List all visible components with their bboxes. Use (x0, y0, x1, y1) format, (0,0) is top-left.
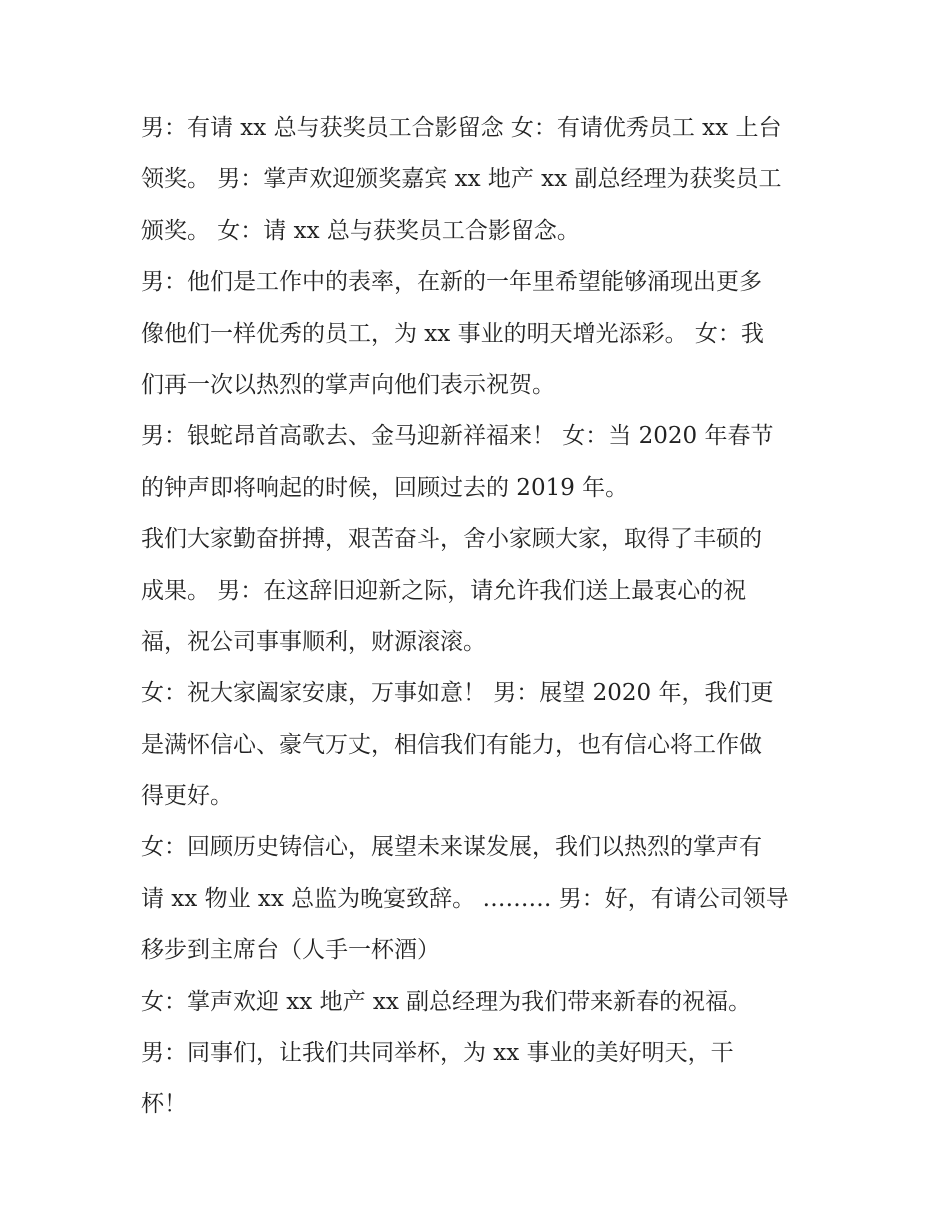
text-line: 们再一次以热烈的掌声向他们表示祝贺。 (141, 371, 555, 398)
text-line: 的钟声即将响起的时候，回顾过去的 2019 年。 (141, 474, 629, 501)
text-line: 我们大家勤奋拼搏，艰苦奋斗，舍小家顾大家，取得了丰硕的 (141, 526, 762, 553)
document-body (141, 103, 821, 1131)
text-line: 福，祝公司事事顺利，财源滚滚。 (141, 628, 486, 655)
text-line: 男：有请 xx 总与获奖员工合影留念 女：有请优秀员工 xx 上台 (141, 115, 782, 141)
text-line: 成果。 男：在这辞旧迎新之际，请允许我们送上最衷心的祝 (141, 577, 747, 604)
text-line: 男：银蛇昂首高歌去、金马迎新祥福来！ 女：当 2020 年春节 (141, 423, 774, 450)
text-line: 移步到主席台（人手一杯酒） (141, 937, 440, 964)
text-line: 女：掌声欢迎 xx 地产 xx 副总经理为我们带来新春的祝福。 (141, 988, 752, 1015)
text-line: 男：同事们，让我们共同举杯，为 xx 事业的美好明天，干 (141, 1040, 734, 1067)
text-line: 男：他们是工作中的表率，在新的一年里希望能够涌现出更多 (141, 269, 762, 296)
text-line: 请 xx 物业 xx 总监为晚宴致辞。 ……… 男：好，有请公司领导 (141, 885, 789, 912)
text-line: 领奖。 男：掌声欢迎颁奖嘉宾 xx 地产 xx 副总经理为获奖员工 (141, 166, 782, 193)
text-line: 颁奖。 女：请 xx 总与获奖员工合影留念。 (141, 217, 580, 244)
text-line: 像他们一样优秀的员工，为 xx 事业的明天增光添彩。 女：我 (141, 320, 764, 347)
text-line: 杯！ (141, 1091, 187, 1118)
text-line: 是满怀信心、豪气万丈，相信我们有能力，也有信心将工作做 (141, 731, 762, 758)
text-line: 得更好。 (141, 783, 233, 810)
text-line: 女：回顾历史铸信心，展望未来谋发展，我们以热烈的掌声有 (141, 834, 762, 861)
text-line: 女：祝大家阖家安康，万事如意！ 男：展望 2020 年，我们更 (141, 680, 774, 707)
